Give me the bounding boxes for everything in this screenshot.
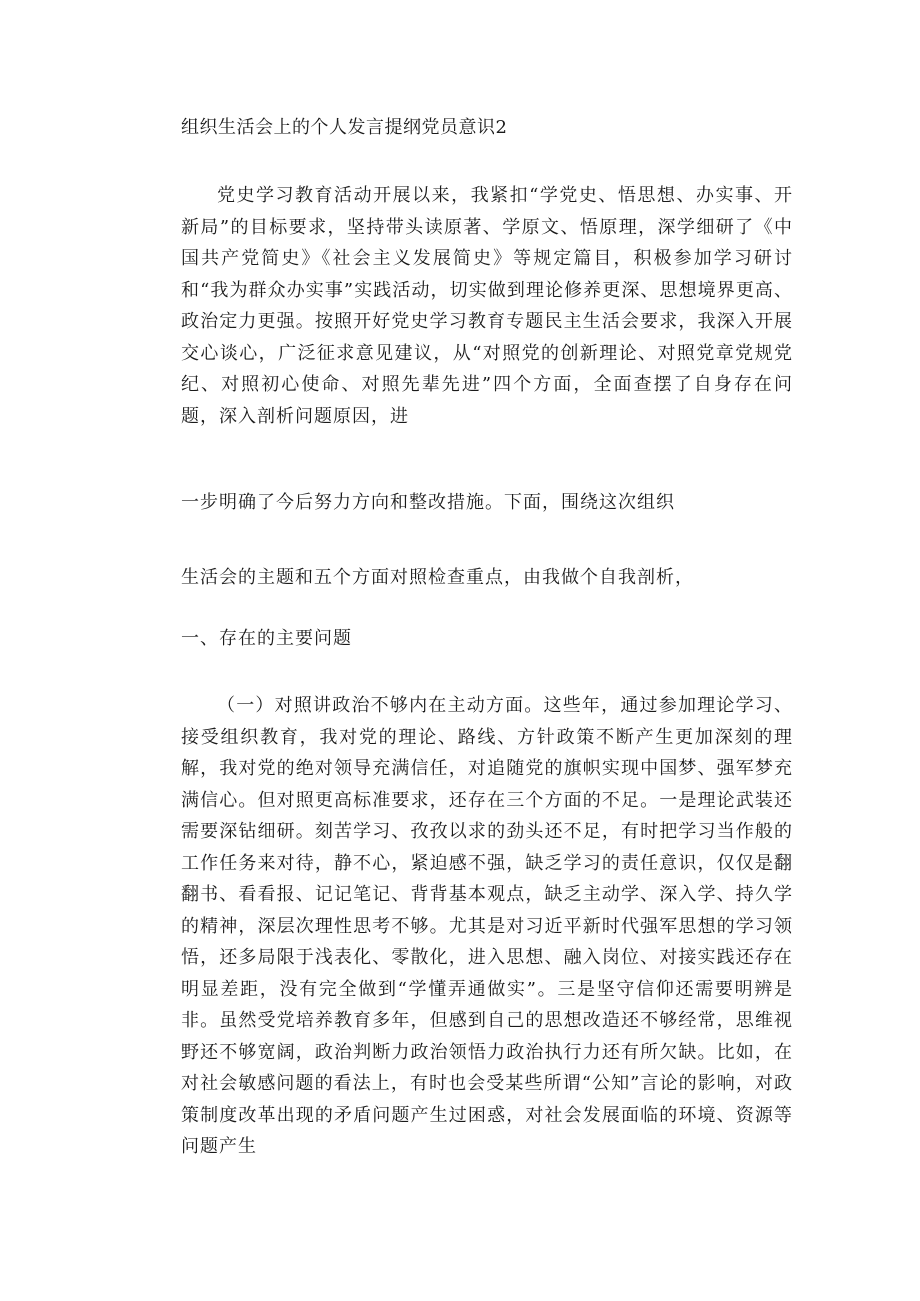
paragraph-intro: 党史学习教育活动开展以来，我紧扣“学党史、悟思想、办实事、开新局”的目标要求，坚持带头读原著、学原文、悟原理，深学细研了《中国共产党简史》《社会主义发展简史》等规定篇目，积极参加学习研讨和“我为群众办实事”实践活动，切实做到理论修养更深、思想境界更高、政治定力更强。按照开好党史学习教育专题民主生活会要求，我深入开展交心谈心，广泛征求意见建议，从“对照党的创新理论、对照党章党规党纪、对照初心使命、对照先辈先进”四个方面，全面查摆了自身存在问题，深入剖析问题原因，进 <box>181 185 793 427</box>
paragraph-continuation-2: 生活会的主题和五个方面对照检查重点，由我做个自我剖析， <box>181 567 694 588</box>
document-title: 组织生活会上的个人发言提纲党员意识2 <box>181 117 508 138</box>
paragraph-continuation-1: 一步明确了今后努力方向和整改措施。下面，围绕这次组织 <box>181 492 675 513</box>
paragraph-politics-section: （一）对照讲政治不够内在主动方面。这些年，通过参加理论学习、接受组织教育，我对党的理论、路线、方针政策不断产生更加深刻的理解，我对党的绝对领导充满信任，对追随党的旗帜实现中国梦、强军梦充满信心。但对照更高标准要求，还存在三个方面的不足。一是理论武装还需要深钻细研。刻苦学习、孜孜以求的劲头还不足，有时把学习当作般的工作任务来对待，静不心，紧迫感不强，缺乏学习的责任意识，仅仅是翻翻书、看看报、记记笔记、背背基本观点，缺乏主动学、深入学、持久学的精神，深层次理性思考不够。尤其是对习近平新时代强军思想的学习领悟，还多局限于浅表化、零散化，进入思想、融入岗位、对接实践还存在明显差距，没有完全做到“学懂弄通做实”。三是坚守信仰还需要明辨是非。虽然受党培养教育多年，但感到自己的思想改造还不够经常，思维视野还不够宽阔，政治判断力政治领悟力政治执行力还有所欠缺。比如，在对社会敏感问题的看法上，有时也会受某些所谓“公知”言论的影响，对政策制度改革出现的矛盾问题产生过困惑，对社会发展面临的环境、资源等问题产生 <box>181 695 793 1157</box>
section-heading-problems: 一、存在的主要问题 <box>181 628 352 649</box>
